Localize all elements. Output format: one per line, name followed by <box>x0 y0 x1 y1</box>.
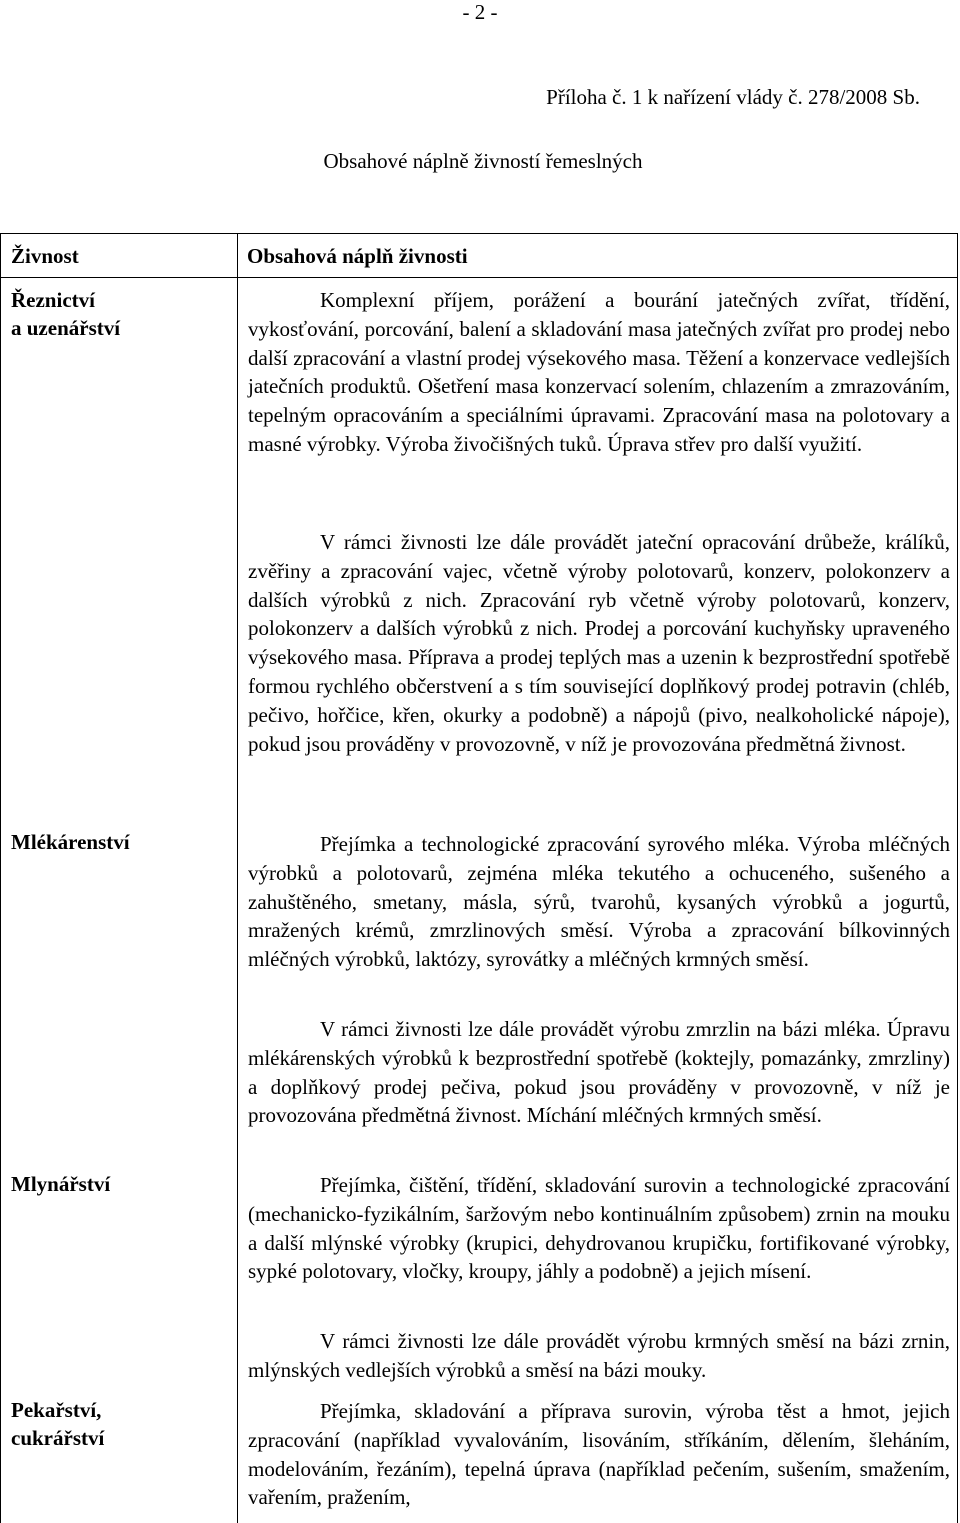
content-paragraph: V rámci živnosti lze dále provádět jateční opracování drůbeže, králíků, zvěřiny a zpracování vajec, včetně výroby polotovarů, konzerv, polokonzerv a dalších výrobků z nich. Zpracování ryb včetně výroby polotovarů, konzerv, polokonzerv a dalších výrobků z nich. Prodej a porcování kuchyňsky upraveného výsekového masa. Příprava a prodej teplých mas a uzenin k bezprostřední spotřebě formou rychlého občerstvení a s tím související doplňkový prodej potravin (chléb, pečivo, hořčice, křen, okurky a podobně) a nápojů (pivo, nealkoholické nápoje), pokud jsou prováděny v provozovně, v níž je provozována předmětná živnost. <box>248 530 950 756</box>
trade-butchery <box>11 286 231 342</box>
header-content: Obsahová náplň živnosti <box>247 244 468 268</box>
header-rule <box>1 277 957 278</box>
content-paragraph: Přejímka, skladování a příprava surovin, výroba těst a hmot, jejich zpracování (například vyvalováním, lisováním, stříkáním, dělením, šleháním, modelováním, řezáním), tepelná úprava (například pečením, sušením, smažením, vařením, pražením, <box>248 1399 950 1510</box>
trade-milling <box>11 1170 231 1198</box>
content-paragraph: V rámci živnosti lze dále provádět výrobu krmných směsí na bázi zrnin, mlýnských vedlejších výrobků a směsí na bázi mouky. <box>248 1329 950 1382</box>
trades-table <box>0 233 958 1523</box>
content-paragraph: Přejímka a technologické zpracování syrového mléka. Výroba mléčných výrobků a polotovarů, zejména mléka tekutého a ochuceného, sušeného a zahuštěného, smetany, másla, sýrů, tvarohů, kysaných výrobků a jogurtů, mražených krémů, zmrzlinových směsí. Výroba a zpracování bílkovinných mléčných výrobků, laktózy, syrovátky a mléčných krmných směsí. <box>248 832 950 972</box>
content-paragraph: V rámci živnosti lze dále provádět výrobu zmrzlin na bázi mléka. Úpravu mlékárenských výrobků k bezprostřední spotřebě (koktejly, pomazánky, zmrzliny) a doplňkový prodej pečiva, pokud jsou prováděny v provozovně, v níž je provozována předmětná živnost. Míchání mléčných krmných směsí. <box>248 1017 950 1128</box>
page-number: - 2 - <box>462 0 498 24</box>
trade-bakery <box>11 1396 231 1452</box>
trade-bakery-line-2: cukrářství <box>11 1426 105 1450</box>
trade-dairy <box>11 828 231 856</box>
header-trade: Živnost <box>11 244 79 268</box>
trade-dairy-line-1: Mlékárenství <box>11 830 130 854</box>
document-title: Obsahové náplně živností řemeslných <box>323 149 643 173</box>
trade-butchery-line-2: a uzenářství <box>11 316 121 340</box>
trade-butchery-line-1: Řeznictví <box>11 288 95 312</box>
trade-milling-line-1: Mlynářství <box>11 1172 111 1196</box>
content-paragraph: Přejímka, čištění, třídění, skladování surovin a technologické zpracování (mechanicko-fyzikálním, šaržovým nebo kontinuálním způsobem) zrnin na mouku a další mlýnské výrobky (krupici, dehydrovanou krupičku, fortifikované výrobky, sypké polotovary, vločky, kroupy, jáhly a podobně) a jejich mísení. <box>248 1173 950 1284</box>
annex-reference: Příloha č. 1 k nařízení vlády č. 278/2008 Sb. <box>546 85 920 109</box>
column-divider <box>237 234 238 1523</box>
content-paragraph: Komplexní příjem, porážení a bourání jatečných zvířat, třídění, vykosťování, porcování, balení a skladování masa jatečných zvířat pro prodej nebo další zpracování a vlastní prodej výsekového masa. Těžení a konzervace vedlejších jatečních produktů. Ošetření masa konzervací solením, chlazením a zmrazováním, tepelným opracováním a speciálními úpravami. Zpracování masa na polotovary a masné výrobky. Výroba živočišných tuků. Úprava střev pro další využití. <box>248 288 950 456</box>
trade-bakery-line-1: Pekařství, <box>11 1398 102 1422</box>
